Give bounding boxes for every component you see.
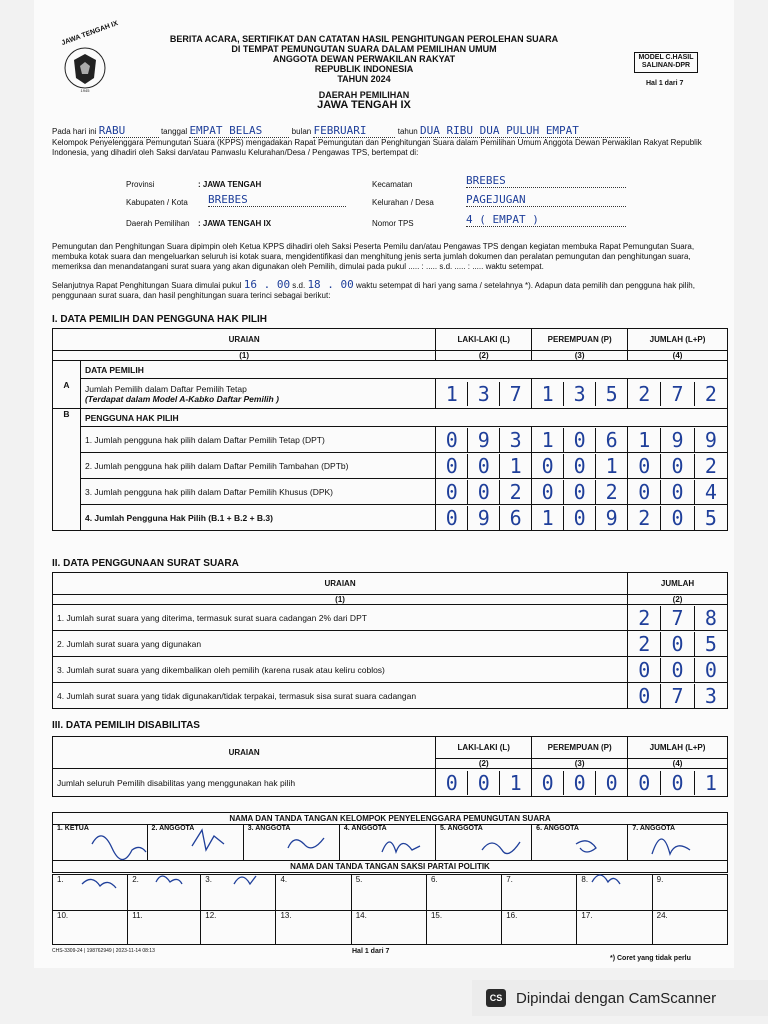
col-laki: LAKI-LAKI (L) — [436, 329, 532, 351]
table-row — [53, 657, 728, 683]
a1-perempuan — [532, 379, 628, 409]
digit: 0 — [638, 453, 651, 478]
col-num-4: (4) — [628, 351, 728, 361]
saksi-9: 9. — [652, 875, 727, 911]
digit: 7 — [660, 606, 693, 630]
document-sheet — [34, 0, 734, 968]
a1-line-2: (Terdapat dalam Model A-Kabko Daftar Pemilih ) — [84, 393, 279, 404]
digit: 2 — [694, 454, 727, 478]
table-row — [53, 631, 728, 657]
row-label: 4. Jumlah Pengguna Hak Pilih (B.1 + B.2 + B.3) — [80, 505, 435, 531]
digit: 2 — [638, 381, 651, 406]
digit: 1 — [638, 427, 651, 452]
table-row — [53, 427, 728, 453]
row-label: Jumlah seluruh Pemilih disabilitas yang menggunakan hak pilih — [53, 769, 436, 797]
digit: 0 — [445, 453, 458, 478]
digit: 2 — [638, 505, 651, 530]
saksi-5: 5. — [351, 875, 426, 911]
location-block — [126, 174, 716, 234]
a1-laki — [436, 379, 532, 409]
kpps-label: 2. ANGGOTA — [151, 825, 195, 832]
digit: 0 — [660, 771, 693, 795]
table-row — [53, 605, 728, 631]
digit: 0 — [595, 771, 627, 795]
digit: 0 — [563, 771, 595, 795]
kpps-label: 1. KETUA — [57, 825, 89, 832]
col-perempuan: PEREMPUAN (P) — [532, 737, 628, 759]
digit: 0 — [660, 506, 693, 530]
row-b-letter: B — [53, 409, 81, 531]
saksi-24: 24. — [652, 911, 727, 945]
tps-label: Nomor TPS — [372, 219, 414, 228]
digit: 0 — [467, 454, 499, 478]
col-num-4: (4) — [628, 759, 728, 769]
row-label: 2. Jumlah pengguna hak pilih dalam Daftar Pemilih Tambahan (DPTb) — [80, 453, 435, 479]
col-uraian: URAIAN — [53, 329, 436, 351]
digit: 0 — [660, 480, 693, 504]
page-number: Hal 1 dari 7 — [646, 80, 684, 87]
table-row — [53, 769, 728, 797]
digit: 0 — [660, 632, 693, 656]
digit: 0 — [467, 771, 499, 795]
digit: 2 — [638, 631, 651, 656]
camscanner-icon-text: CS — [489, 993, 503, 1003]
col-perempuan: PEREMPUAN (P) — [532, 329, 628, 351]
tahun-label: tahun — [397, 127, 418, 136]
a1-line-1: Jumlah Pemilih dalam Daftar Pemilih Tetap — [84, 383, 247, 394]
digit: 1 — [694, 771, 727, 795]
col-jumlah: JUMLAH — [628, 573, 728, 595]
digit: 0 — [541, 770, 554, 795]
provinsi-label: Provinsi — [126, 180, 155, 189]
saksi-1: 1. — [53, 875, 128, 911]
row-label: 3. Jumlah pengguna hak pilih dalam Daftar Pemilih Khusus (DPK) — [80, 479, 435, 505]
kpps-label: 3. ANGGOTA — [247, 825, 291, 832]
digit: 0 — [445, 505, 458, 530]
digit: 7 — [660, 382, 693, 406]
table-row — [53, 479, 728, 505]
p2-end-text: waktu setempat di hari yang sama / setelahnya *). Adapun data pemilih dan pengguna hak pilih, penggunaan surat suara, dan hasil penghitungan suara terinci sebagai berikut: — [52, 281, 695, 300]
scanner-text: Dipindai dengan CamScanner — [516, 989, 717, 1007]
digit: 9 — [660, 428, 693, 452]
scanner-watermark — [472, 980, 768, 1016]
hari-value: RABU — [99, 124, 159, 138]
kecamatan-value: BREBES — [466, 174, 626, 188]
digit: 2 — [694, 382, 727, 406]
table-row — [53, 505, 728, 531]
digit: 8 — [694, 606, 727, 630]
col-num-2: (2) — [628, 595, 728, 605]
bulan-label: bulan — [291, 127, 312, 136]
row-a1-label — [80, 379, 435, 409]
digit: 2 — [638, 605, 651, 630]
footer-right: *) Coret yang tidak perlu — [610, 955, 691, 962]
digit: 7 — [499, 382, 531, 406]
title-line-5: TAHUN 2024 — [337, 74, 391, 84]
intro-label: Pada hari ini — [52, 127, 97, 136]
kpps-label: 5. ANGGOTA — [440, 825, 483, 832]
col-laki: LAKI-LAKI (L) — [436, 737, 532, 759]
col-jumlah: JUMLAH (L+P) — [628, 329, 728, 351]
kpps-title: NAMA DAN TANDA TANGAN KELOMPOK PENYELENGGARA PEMUNGUTAN SUARA — [53, 813, 728, 825]
digit: 6 — [595, 428, 627, 452]
footer-center: Hal 1 dari 7 — [352, 948, 390, 955]
sd-text: s.d. — [292, 281, 306, 290]
digit: 0 — [541, 479, 554, 504]
digit: 0 — [638, 683, 651, 708]
digit: 0 — [445, 427, 458, 452]
digit: 0 — [445, 479, 458, 504]
tanggal-label: tanggal — [160, 127, 188, 136]
col-num-2: (2) — [436, 351, 532, 361]
section1-table — [52, 328, 728, 531]
digit: 5 — [694, 506, 727, 530]
daerah-value: JAWA TENGAH IX — [317, 99, 411, 111]
table-row — [53, 683, 728, 709]
footer-left: CHS-3309-24 | 198762949 | 2023-11-14 08:13 — [52, 948, 155, 954]
saksi-2: 2. — [128, 875, 201, 911]
row-a-title: DATA PEMILIH — [80, 361, 727, 379]
digit: 5 — [694, 632, 727, 656]
digit: 1 — [499, 771, 531, 795]
tanggal-value: EMPAT BELAS — [189, 124, 289, 138]
tahun-value: DUA RIBU DUA PULUH EMPAT — [420, 124, 630, 138]
table-row — [53, 453, 728, 479]
digit: 1 — [541, 381, 554, 406]
digit: 9 — [595, 506, 627, 530]
digit: 3 — [467, 382, 499, 406]
row-a-letter: A — [53, 361, 81, 409]
start-time: 16 . 00 — [243, 278, 291, 291]
saksi-17: 17. — [577, 911, 652, 945]
body-paragraph-2 — [52, 280, 722, 301]
title-line-4: REPUBLIK INDONESIA — [314, 64, 414, 74]
digit: 0 — [638, 479, 651, 504]
kpps-label: 7. ANGGOTA — [632, 825, 676, 832]
kpps-label: 4. ANGGOTA — [343, 825, 387, 832]
tps-value: 4 ( EMPAT ) — [466, 213, 626, 227]
p2-start-text: Selanjutnya Rapat Penghitungan Suara dimulai pukul — [52, 281, 242, 290]
section3-title: III. DATA PEMILIH DISABILITAS — [52, 720, 200, 731]
digit: 1 — [541, 505, 554, 530]
signature-scribbles — [52, 822, 728, 942]
digit: 0 — [541, 453, 554, 478]
digit: 2 — [499, 480, 531, 504]
digit: 0 — [467, 480, 499, 504]
digit: 3 — [499, 428, 531, 452]
digit: 0 — [563, 480, 595, 504]
saksi-16: 16. — [502, 911, 577, 945]
digit: 9 — [694, 428, 727, 452]
saksi-12: 12. — [201, 911, 276, 945]
bulan-value: FEBRUARI — [313, 124, 395, 138]
digit: 1 — [541, 427, 554, 452]
row-label: 2. Jumlah surat suara yang digunakan — [53, 631, 628, 657]
camscanner-icon — [486, 989, 506, 1007]
digit: 0 — [694, 658, 727, 682]
kabupaten-value: BREBES — [208, 193, 346, 207]
digit: 3 — [694, 684, 727, 708]
kpu-logo — [56, 20, 120, 96]
a1-jumlah — [628, 379, 728, 409]
saksi-10: 10. — [53, 911, 128, 945]
row-label: 4. Jumlah surat suara yang tidak digunakan/tidak terpakai, termasuk sisa surat suara cadangan — [53, 683, 628, 709]
saksi-8: 8. — [577, 875, 652, 911]
row-label: 3. Jumlah surat suara yang dikembalikan oleh pemilih (karena rusak atau keliru coblos) — [53, 657, 628, 683]
col-num-1: (1) — [53, 351, 436, 361]
intro-paragraph: Kelompok Penyelenggara Pemungutan Suara (KPPS) mengadakan Rapat Pemungutan dan Penghitungan Suara dalam Pemilihan Umum Anggota Dewan Perwakilan Rakyat Republik Indonesia, yang dihadiri oleh Saksi dan/atau Panwaslu Kelurahan/Desa / Pengawas TPS, bertempat di: — [52, 138, 702, 157]
saksi-7: 7. — [502, 875, 577, 911]
digit: 1 — [499, 454, 531, 478]
digit: 4 — [694, 480, 727, 504]
saksi-15: 15. — [426, 911, 501, 945]
digit: 5 — [595, 382, 627, 406]
document-title — [134, 34, 594, 110]
saksi-13: 13. — [276, 911, 351, 945]
col-jumlah: JUMLAH (L+P) — [628, 737, 728, 759]
col-num-3: (3) — [532, 351, 628, 361]
row-b-title: PENGGUNA HAK PILIH — [80, 409, 727, 427]
col-uraian: URAIAN — [53, 737, 436, 769]
section2-title: II. DATA PENGGUNAAN SURAT SUARA — [52, 558, 239, 569]
saksi-6: 6. — [426, 875, 501, 911]
title-line-2: DI TEMPAT PEMUNGUTAN SUARA DALAM PEMILIHAN UMUM — [231, 44, 497, 54]
digit: 2 — [595, 480, 627, 504]
digit: 0 — [660, 658, 693, 682]
digit: 0 — [638, 657, 651, 682]
digit: 6 — [499, 506, 531, 530]
daerah-label: Daerah Pemilihan — [126, 219, 190, 228]
digit: 1 — [595, 454, 627, 478]
saksi-3: 3. — [201, 875, 276, 911]
digit: 9 — [467, 506, 499, 530]
body-paragraph-1: Pemungutan dan Penghitungan Suara dipimpin oleh Ketua KPPS dihadiri oleh Saksi Peserta Pemilu dan/atau Pengawas TPS dengan kegiatan membuka Rapat Pemungutan Suara, membuka kotak suara dan mengeluarkan seluruh isi kotak suara, mengidentifikasi dan menghitung jenis serta jumlah dokumen dan peralatan pemungutan dan penghitungan suara, memeriksa dan menandatangani surat suara yang akan digunakan oleh Pemilih, dimulai pada pukul ..... : ..... s.d. ..... : ..... waktu setempat. — [52, 242, 695, 271]
title-line-3: ANGGOTA DEWAN PERWAKILAN RAKYAT — [272, 54, 456, 64]
title-line-1: BERITA ACARA, SERTIFIKAT DAN CATATAN HASIL PENGHITUNGAN PEROLEHAN SUARA — [169, 34, 559, 44]
digit: 0 — [563, 454, 595, 478]
row-label: 1. Jumlah surat suara yang diterima, termasuk surat suara cadangan 2% dari DPT — [53, 605, 628, 631]
kpps-label: 6. ANGGOTA — [536, 825, 579, 832]
digit: 0 — [660, 454, 693, 478]
digit: 7 — [660, 684, 693, 708]
end-time: 18 . 00 — [307, 278, 354, 291]
digit: 9 — [467, 428, 499, 452]
digit: 0 — [563, 428, 595, 452]
daerah-value: : JAWA TENGAH IX — [198, 219, 272, 228]
kelurahan-value: PAGEJUGAN — [466, 193, 626, 207]
kabupaten-label: Kabupaten / Kota — [126, 198, 188, 207]
digit: 1 — [445, 381, 458, 406]
section1-title: I. DATA PEMILIH DAN PENGGUNA HAK PILIH — [52, 314, 267, 325]
intro-line — [52, 124, 722, 138]
kelurahan-label: Kelurahan / Desa — [372, 198, 434, 207]
digit: 0 — [445, 770, 458, 795]
saksi-14: 14. — [351, 911, 426, 945]
kecamatan-label: Kecamatan — [372, 180, 413, 189]
col-num-2: (2) — [436, 759, 532, 769]
model-box: MODEL C.HASIL SALINAN-DPR — [634, 52, 698, 73]
saksi-4: 4. — [276, 875, 351, 911]
svg-text:1945: 1945 — [80, 88, 90, 93]
daerah-label: DAERAH PEMILIHAN — [318, 90, 410, 100]
provinsi-value: : JAWA TENGAH — [198, 180, 262, 189]
emblem-icon — [56, 38, 114, 96]
saksi-11: 11. — [128, 911, 201, 945]
row-label: 1. Jumlah pengguna hak pilih dalam Daftar Pemilih Tetap (DPT) — [80, 427, 435, 453]
section3-table — [52, 736, 728, 797]
digit: 3 — [563, 382, 595, 406]
digit: 0 — [638, 770, 651, 795]
section2-table — [52, 572, 728, 709]
digit: 0 — [563, 506, 595, 530]
col-num-1: (1) — [53, 595, 628, 605]
logo-text: JAWA TENGAH IX — [60, 20, 120, 48]
col-num-3: (3) — [532, 759, 628, 769]
col-uraian: URAIAN — [53, 573, 628, 595]
saksi-title: NAMA DAN TANDA TANGAN SAKSI PARTAI POLITIK — [53, 861, 728, 873]
